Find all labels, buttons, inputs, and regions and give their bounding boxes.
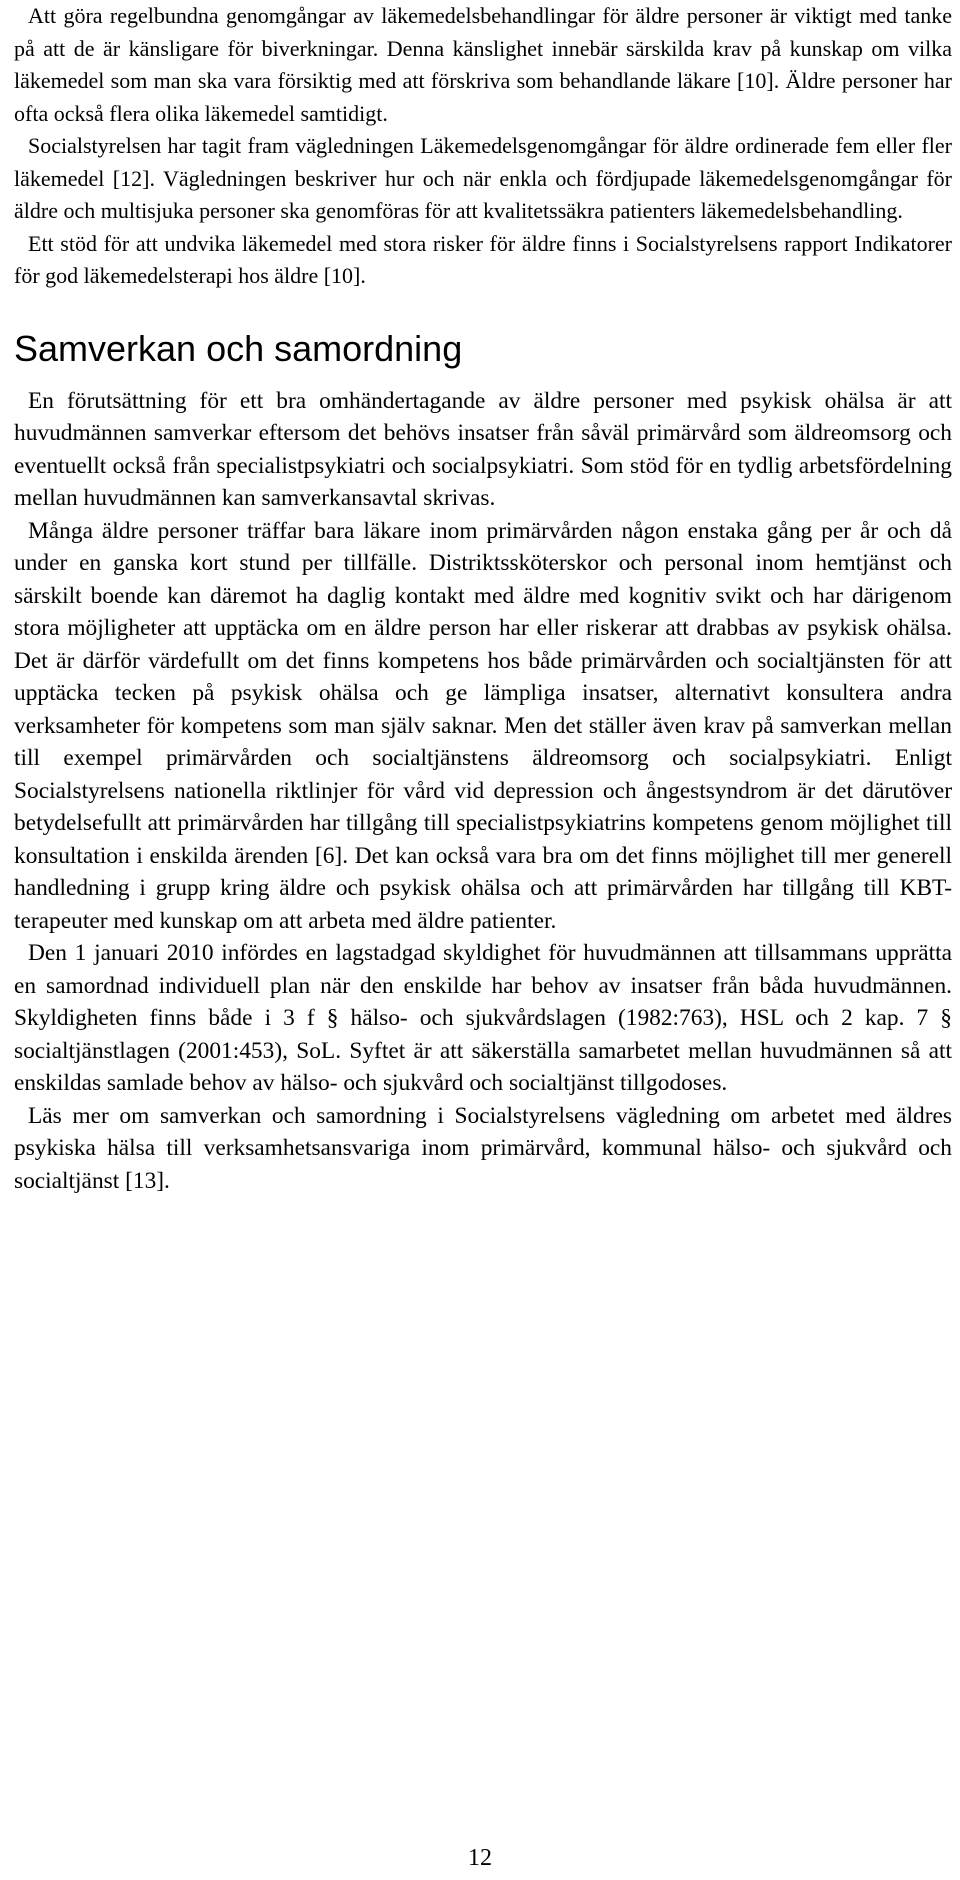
paragraph-socialstyrelsen-guidance: Socialstyrelsen har tagit fram vägledningen Läkemedelsgenomgångar för äldre ordinerade fem eller fler läkemedel [12]. Vägledningen beskriver hur och när enkla och fördjupade läkemedelsgenomgångar för äldre och multisjuka personer ska genomföras för att kvalitetssäkra patienters läkemedelsbehandling.: [14, 133, 952, 223]
paragraph-read-more: Läs mer om samverkan och samordning i Socialstyrelsens vägledning om arbetet med äldres psykiska hälsa till verksamhetsansvariga inom primärvård, kommunal hälso- och sjukvård och socialtjänst [13].: [14, 1102, 952, 1194]
paragraph-cooperation-prerequisite: En förutsättning för ett bra omhändertagande av äldre personer med psykisk ohälsa är att huvudmännen samverkar eftersom det behövs insatser från såväl primärvård som äldreomsorg och eventuellt också från specialistpsykiatri och socialpsykiatri. Som stöd för en tydlig arbetsfördelning mellan huvudmännen kan samverkansavtal skrivas.: [14, 387, 952, 511]
paragraph-indicators-report: Ett stöd för att undvika läkemedel med stora risker för äldre finns i Socialstyrelsens rapport Indikatorer för god läkemedelsterapi hos äldre [10].: [14, 230, 952, 288]
section-heading: Samverkan och samordning: [14, 327, 463, 369]
page-number: 12: [468, 1845, 492, 1871]
paragraph-medication-reviews: Att göra regelbundna genomgångar av läkemedelsbehandlingar för äldre personer är viktigt med tanke på att de är känsligare för biverkningar. Denna känslighet innebär särskilda krav på kunskap om vilka läkemedel som man ska vara försiktig med att förskriva som behandlande läkare [10]. Äldre personer har ofta också flera olika läkemedel samtidigt.: [14, 3, 952, 126]
document-page: [14, 0, 952, 1197]
paragraph-individual-plan: Den 1 januari 2010 infördes en lagstadgad skyldighet för huvudmännen att tillsammans upprätta en samordnad individuell plan när den enskilde har behov av insatser från båda huvudmännen. Skyldigheten finns både i 3 f § hälso- och sjukvårdslagen (1982:763), HSL och 2 kap. 7 § socialtjänstlagen (2001:453), SoL. Syftet är att säkerställa samarbetet mellan huvudmännen så att enskildas samlade behov av hälso- och sjukvård och socialtjänst tillgodoses.: [14, 940, 952, 1096]
paragraph-primary-care-contacts: Många äldre personer träffar bara läkare inom primärvården någon enstaka gång per år och då under en ganska kort stund per tillfälle. Distriktssköterskor och personal inom hemtjänst och särskilt boende kan däremot ha daglig kontakt med äldre med kognitiv svikt och har därigenom stora möjligheter att upptäcka om en äldre person har eller riskerar att drabbas av psykisk ohälsa. Det är därför värdefullt om det finns kompetens hos både primärvården och socialtjänsten för att upptäcka tecken på psykisk ohälsa och ge lämpliga insatser, alternativt konsultera andra verksamheter för kompetens som man själv saknar. Men det ställer även krav på samverkan mellan till exempel primärvården och socialtjänstens äldreomsorg och socialpsykiatri. Enligt Socialstyrelsens nationella riktlinjer för vård vid depression och ångestsyndrom är det därutöver betydelsefullt att primärvården har tillgång till specialistpsykiatrins kompetens genom möjlighet till konsultation i enskilda ärenden [6]. Det kan också vara bra om det finns möjlighet till mer generell handledning i grupp kring äldre och psykisk ohälsa och att primärvården har tillgång till KBT-terapeuter med kunskap om att arbeta med äldre patienter.: [14, 517, 952, 934]
